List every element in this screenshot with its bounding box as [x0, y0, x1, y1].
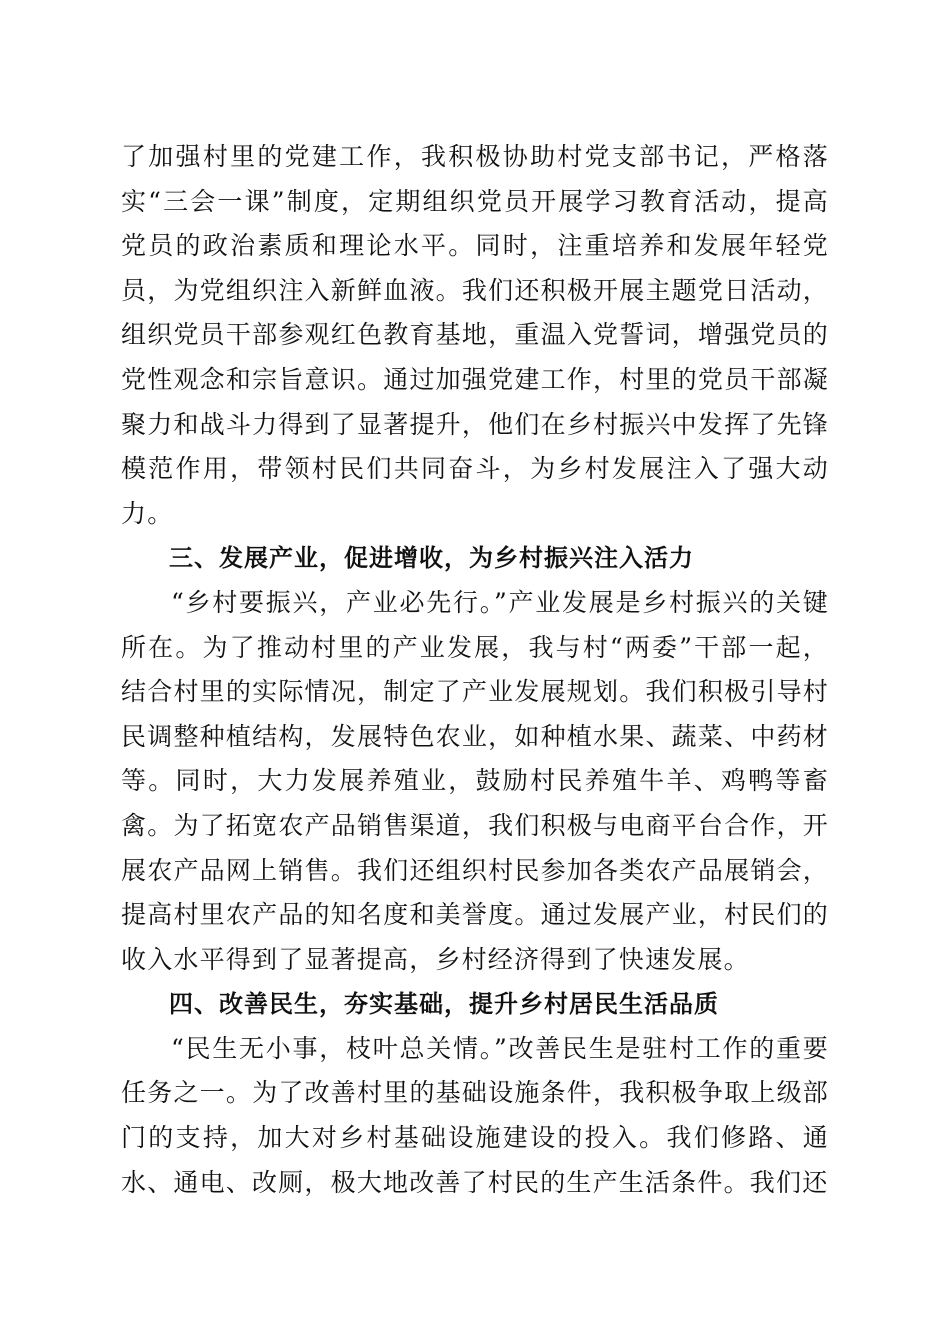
paragraph-party-building: 了加强村里的党建工作，我积极协助村党支部书记，严格落实“三会一课”制度，定期组织党员开展学习教育活动，提高党员的政治素质和理论水平。同时，注重培养和发展年轻党员，为党组织注入新鲜血液。我们还积极开展主题党日活动，组织党员干部参观红色教育基地，重温入党誓词，增强党员的党性观念和宗旨意识。通过加强党建工作，村里的党员干部凝聚力和战斗力得到了显著提升，他们在乡村振兴中发挥了先锋模范作用，带领村民们共同奋斗，为乡村发展注入了强大动力。 — [121, 142, 829, 528]
document-body — [121, 135, 829, 1205]
section-heading-industry: 三、发展产业，促进增收，为乡村振兴注入活力 — [169, 544, 694, 573]
paragraph-industry: “乡村要振兴，产业必先行。”产业发展是乡村振兴的关键所在。为了推动村里的产业发展，我与村“两委”干部一起，结合村里的实际情况，制定了产业发展规划。我们积极引导村民调整种植结构，发展特色农业，如种植水果、蔬菜、中药材等。同时，大力发展养殖业，鼓励村民养殖牛羊、鸡鸭等畜禽。为了拓宽农产品销售渠道，我们积极与电商平台合作，开展农产品网上销售。我们还组织村民参加各类农产品展销会，提高村里农产品的知名度和美誉度。通过发展产业，村民们的收入水平得到了显著提高，乡村经济得到了快速发展。 — [121, 587, 829, 974]
section-heading-livelihood: 四、改善民生，夯实基础，提升乡村居民生活品质 — [169, 990, 719, 1019]
paragraph-livelihood: “民生无小事，枝叶总关情。”改善民生是驻村工作的重要任务之一。为了改善村里的基础设施条件，我积极争取上级部门的支持，加大对乡村基础设施建设的投入。我们修路、通水、通电、改厕，极大地改善了村民的生产生活条件。我们还 — [121, 1033, 829, 1197]
